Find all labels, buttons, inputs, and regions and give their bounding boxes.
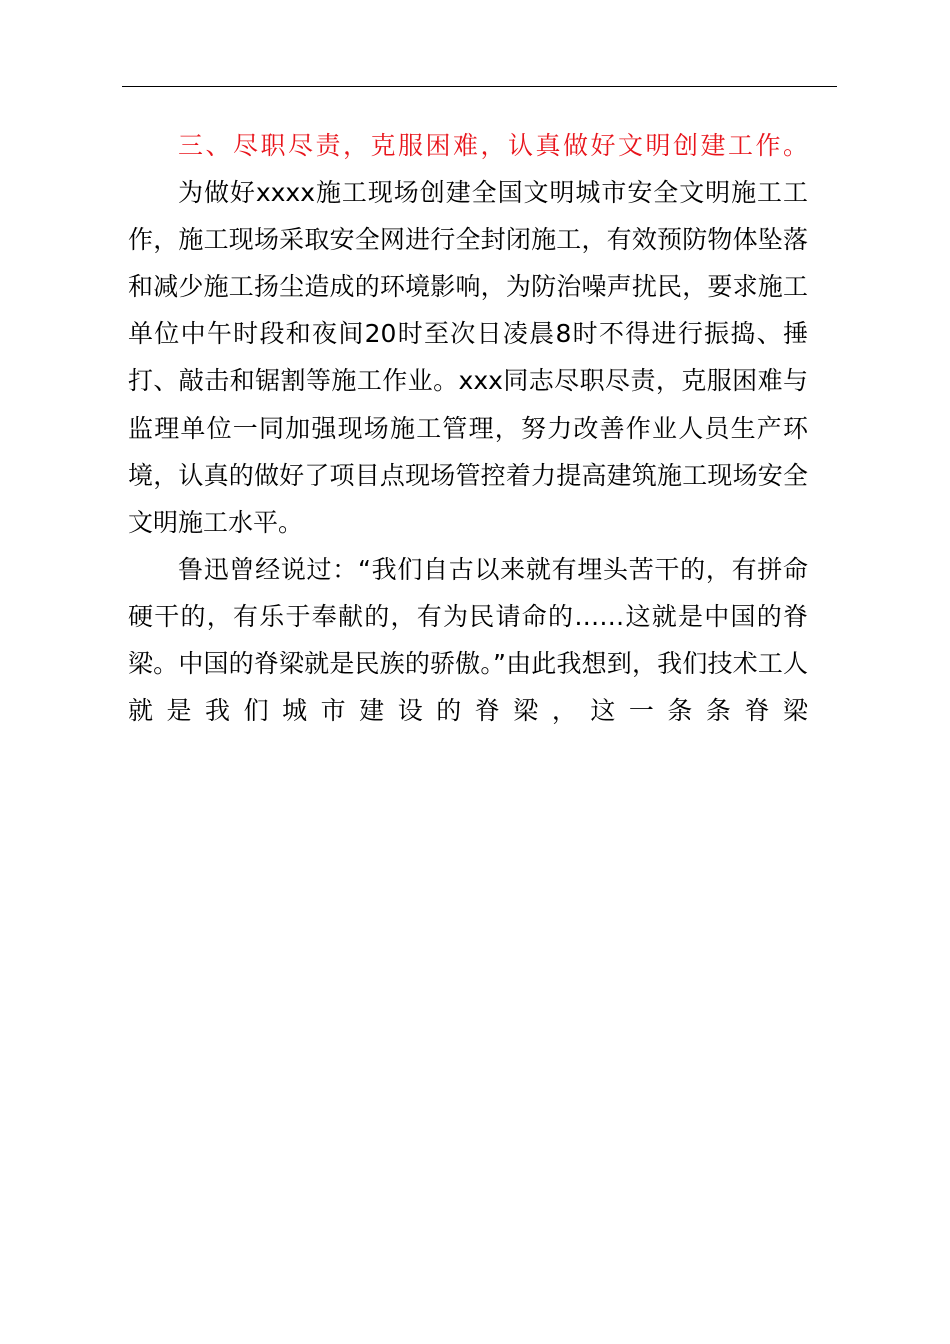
body-paragraph-2: 鲁迅曾经说过：“我们自古以来就有埋头苦干的，有拼命硬干的，有乐于奉献的，有为民请命的……这就是中国的脊梁。中国的脊梁就是民族的骄傲。”由此我想到，我们技术工人就是我们城市建设的脊梁，这一条条脊梁 (128, 554, 808, 726)
section-heading: 三、尽职尽责，克服困难，认真做好文明创建工作。 (178, 131, 808, 160)
body-paragraph-1: 为做好xxxx施工现场创建全国文明城市安全文明施工工作，施工现场采取安全网进行全封闭施工，有效预防物体坠落和减少施工扬尘造成的环境影响，为防治噪声扰民，要求施工单位中午时段和夜间20时至次日凌晨8时不得进行振捣、捶打、敲击和锯割等施工作业。xxx同志尽职尽责，克服困难与监理单位一同加强现场施工管理，努力改善作业人员生产环境，认真的做好了项目点现场管控着力提高建筑施工现场安全文明施工水平。 (128, 178, 808, 537)
document-body (128, 122, 808, 734)
header-rule (122, 86, 837, 87)
